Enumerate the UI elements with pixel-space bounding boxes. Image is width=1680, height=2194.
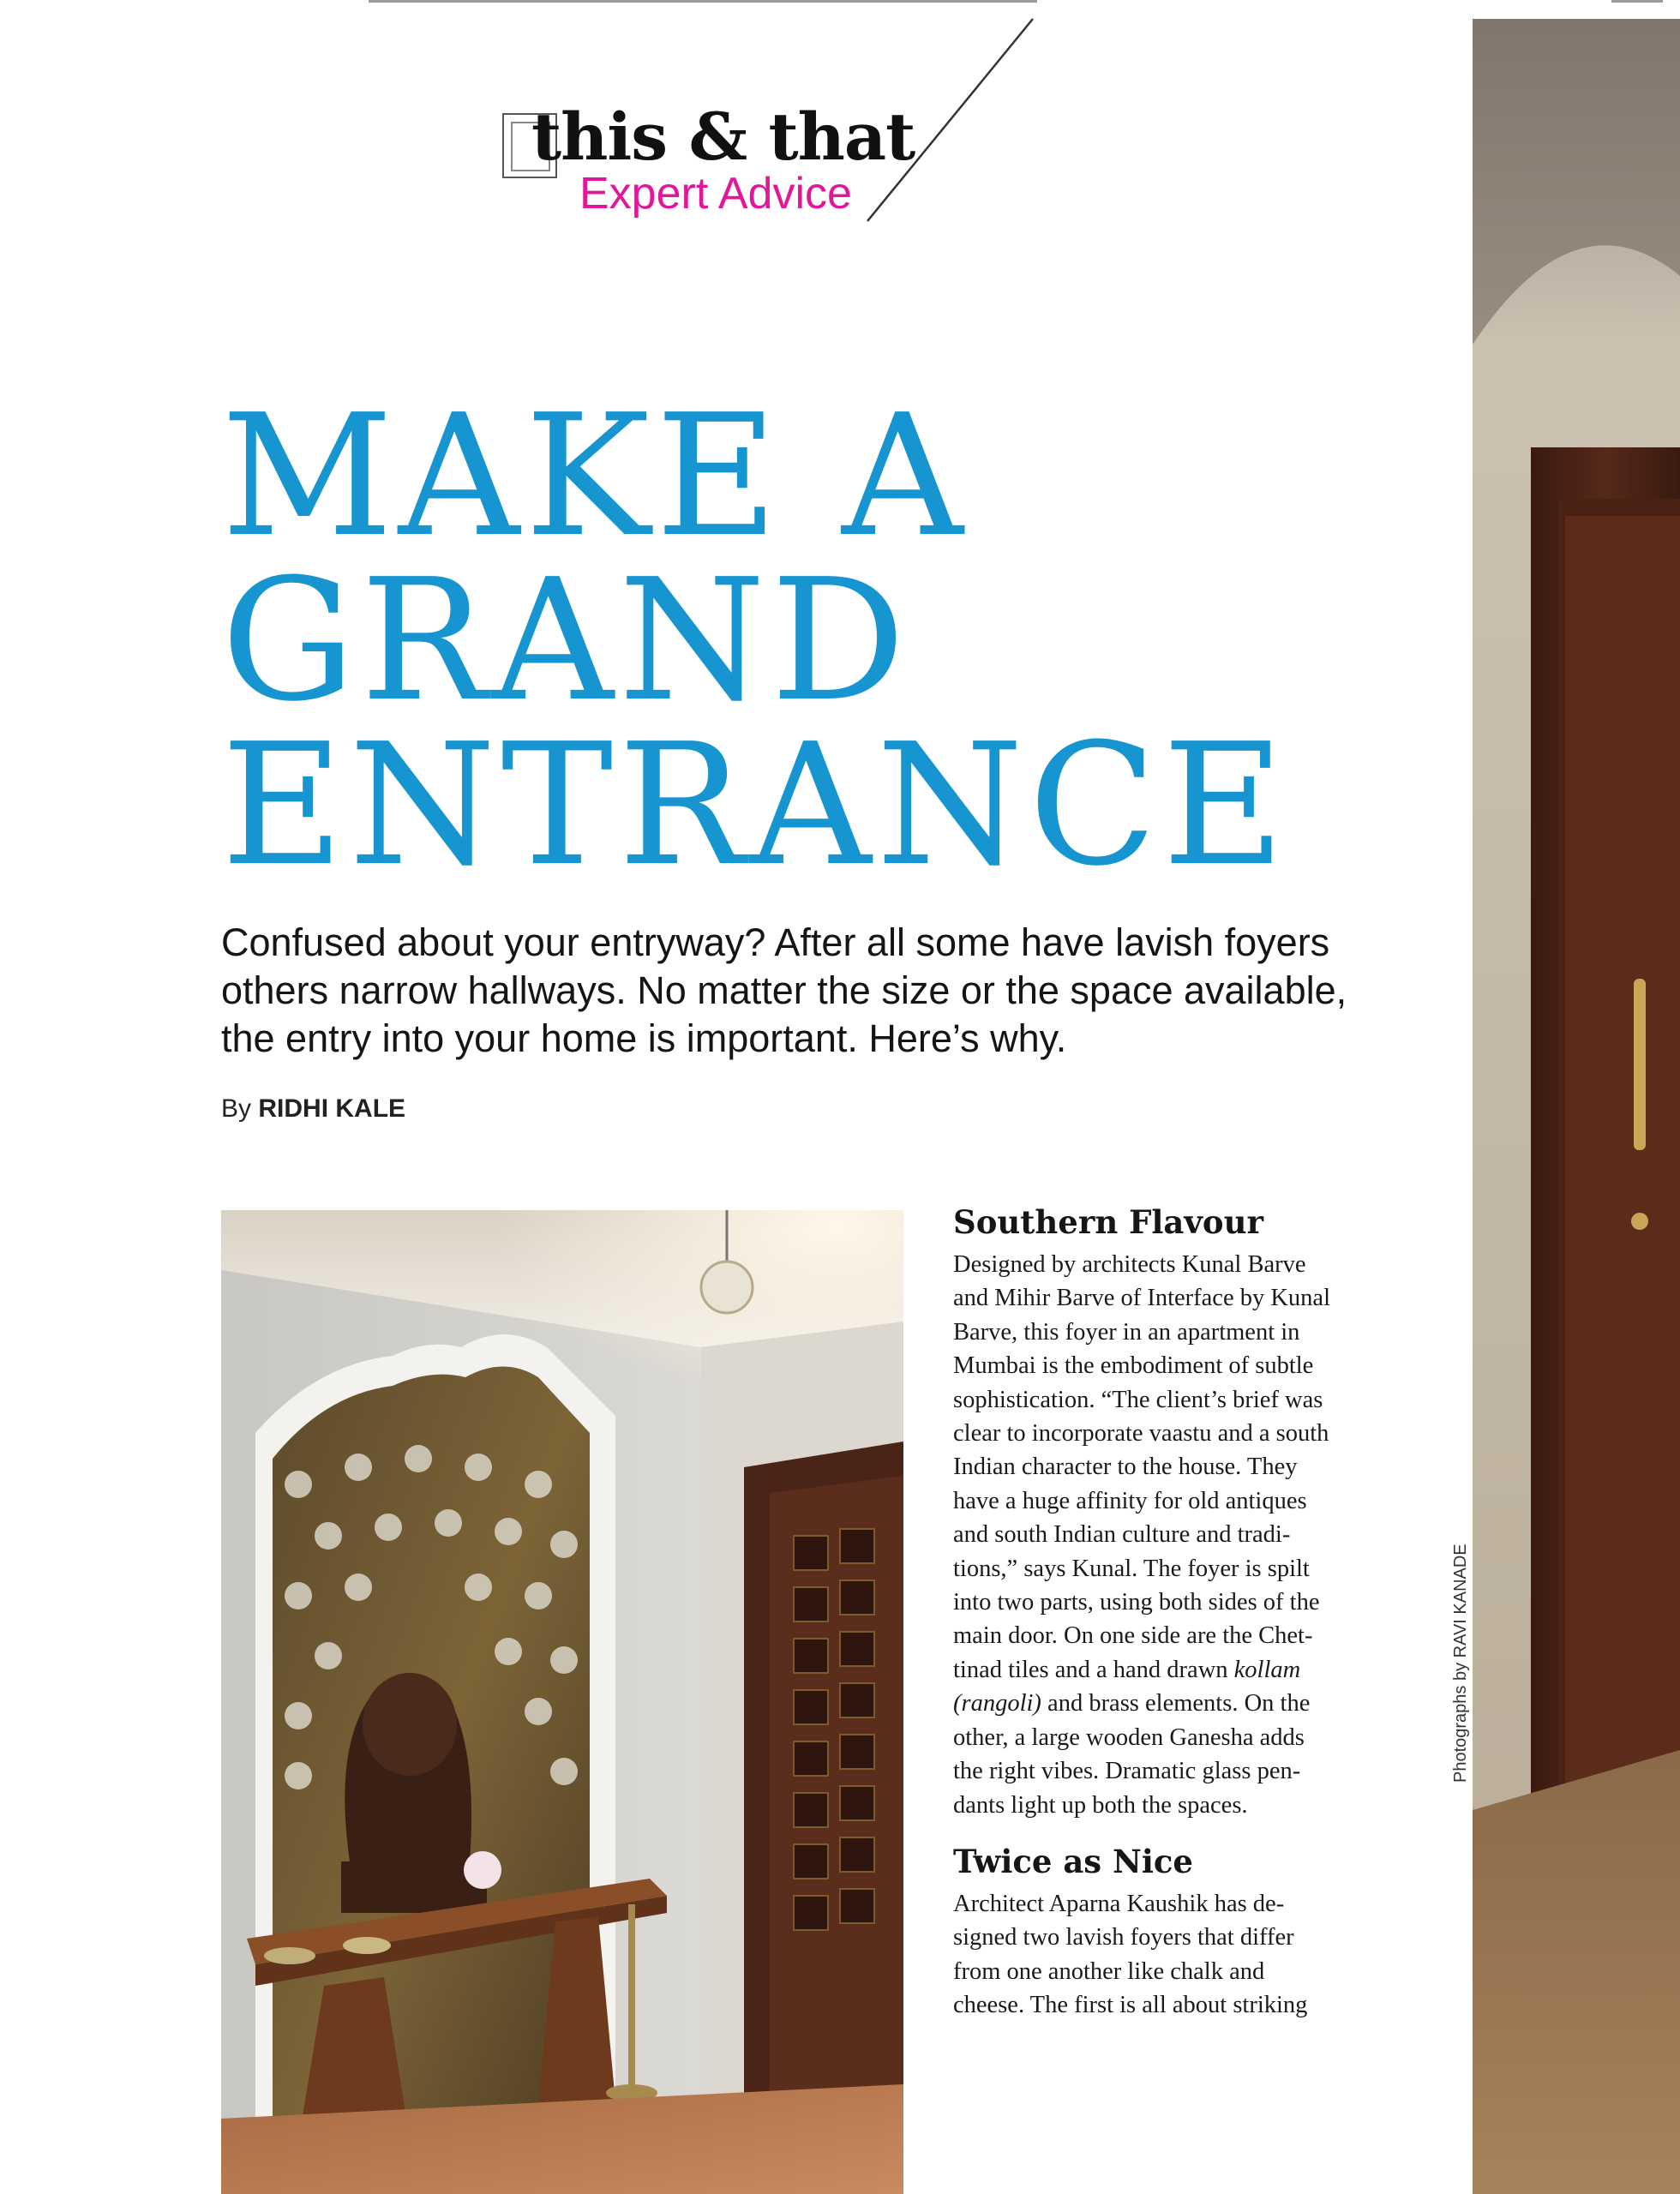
- paragraph-1-rangoli: (rangoli): [953, 1690, 1041, 1717]
- foyer-photo: [221, 1210, 903, 2194]
- right-door-photo-strip: [1473, 19, 1680, 2194]
- article-paragraph-2: Architect Aparna Kaushik has de- signed two lavish foyers that differ from one another like chalk and cheese. The first is all about striking: [953, 1891, 1308, 2019]
- article-section-twice-as-nice: [953, 1843, 1390, 2023]
- section-title: this & that: [531, 99, 915, 175]
- door-photo-illustration: [1473, 19, 1680, 2194]
- byline-prefix: By: [221, 1094, 252, 1123]
- page-headline: [221, 379, 1335, 903]
- foyer-photo-illustration: [221, 1210, 903, 2194]
- paragraph-1-text-a: Designed by architects Kunal Barve and Mihir Barve of Interface by Kunal Barve, this foyer in an apartment in Mumbai is the embodiment of subtle sophistication. “The client’s brief was clear to incorporate vaastu and a south Indian character to the house. They have a huge affinity for old antiques and south Indian culture and tradi- tions,” says Kunal. The foyer is spilt into two parts, using both sides of the main door. On one side are the Chet- tinad tiles and a hand drawn: [953, 1251, 1330, 1683]
- headline-line-3: ENTRANCE: [221, 708, 1290, 903]
- section-heading-twice-as-nice: Twice as Nice: [953, 1843, 1193, 1880]
- section-heading-southern-flavour: Southern Flavour: [953, 1203, 1263, 1241]
- section-subtitle: Expert Advice: [579, 169, 852, 219]
- paragraph-1-kollam: kollam: [1233, 1656, 1301, 1683]
- article-section-southern-flavour: [953, 1203, 1390, 1822]
- photo-credit: Photographs by RAVI KANADE: [1451, 1544, 1470, 1783]
- paragraph-1-text-b: and brass elements. On the other, a large wooden Ganesha adds the right vibes. Dramatic glass pen- dants light up both the spaces.: [953, 1690, 1311, 1819]
- byline: [221, 1094, 405, 1124]
- headline-line-1: MAKE A: [221, 379, 969, 574]
- standfirst: Confused about your entryway? After all some have lavish foyers others narrow hallways. No matter the size or the space available, the entry into your home is important. Here’s why.: [221, 920, 1347, 1060]
- headline-line-2: GRAND: [221, 543, 911, 739]
- article-paragraph-1: [953, 1248, 1390, 1822]
- byline-author: RIDHI KALE: [258, 1094, 406, 1123]
